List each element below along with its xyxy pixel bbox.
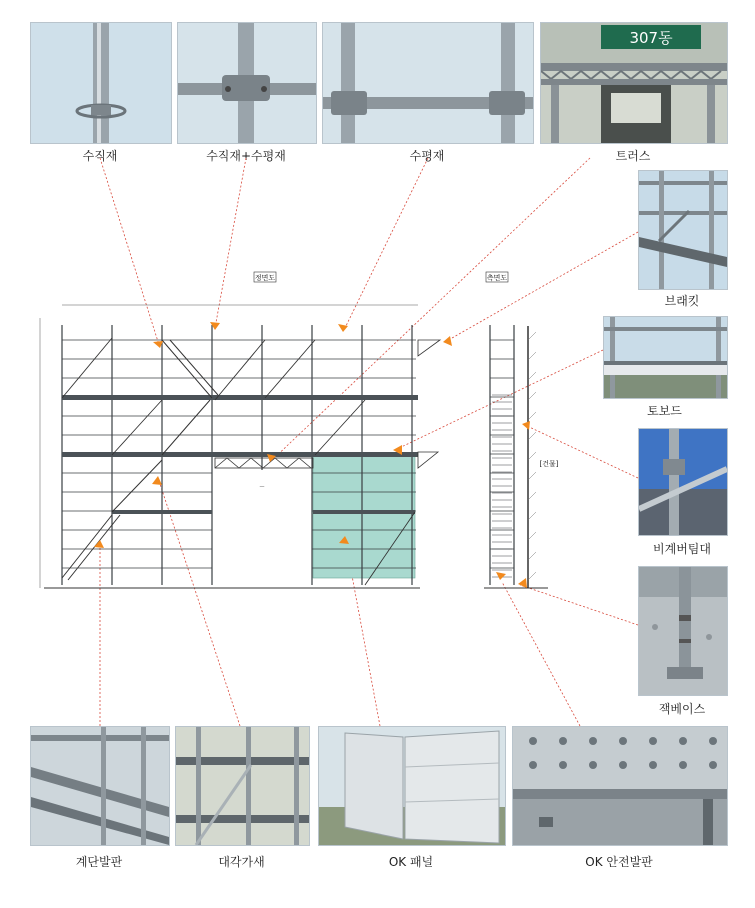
bracket-drawing-mid <box>418 452 438 468</box>
caption-diagonal: 대각가새 <box>218 855 265 869</box>
arrow-bracket <box>443 336 452 346</box>
leader-lines <box>100 158 638 726</box>
stair-run-mid <box>162 400 210 455</box>
platform-level-3 <box>62 452 418 457</box>
front-view-title: 정면도 <box>254 274 276 282</box>
caption-jackbase: 잭베이스 <box>658 702 706 716</box>
stair-rail <box>170 340 218 395</box>
stair-run-bottom <box>62 515 112 578</box>
truss-beam <box>215 458 313 468</box>
caption-horizontal: 수평재 <box>409 149 445 163</box>
building-label: [건물] <box>539 460 559 468</box>
arrow-horizontal <box>338 324 348 332</box>
platform-level-2 <box>62 395 418 400</box>
building-hatch <box>528 332 536 580</box>
arrow-jackbase <box>518 578 527 588</box>
side-scaffold-grid <box>490 325 514 585</box>
diagonal-brace <box>265 340 315 398</box>
caption-toeboard: 토보드 <box>647 404 682 418</box>
side-view-title: 측면도 <box>486 274 508 282</box>
diagonal-brace <box>315 400 365 455</box>
diagonal-brace <box>112 400 162 455</box>
caption-platform: OK 안전발판 <box>585 855 653 869</box>
stair-run-upper <box>162 340 212 398</box>
arrow-stair <box>94 540 104 548</box>
bracket-drawing <box>418 340 440 356</box>
truss-sign-text: 307동 <box>629 29 673 47</box>
platform-level-4-right <box>313 510 415 514</box>
arrow-platform <box>496 572 506 580</box>
caption-ledger: 비계버팀대 <box>653 542 711 556</box>
arrow-ledger <box>522 421 530 430</box>
caption-panel: OK 패널 <box>388 855 434 869</box>
caption-bracket: 브래킷 <box>664 294 700 308</box>
caption-vertical-horizontal: 수직재+수평재 <box>206 149 286 163</box>
caption-vertical: 수직재 <box>82 149 118 163</box>
stair-runs <box>62 340 218 580</box>
caption-truss: 트러스 <box>615 149 651 163</box>
diagonal-brace <box>215 340 265 400</box>
arrow-diagonal <box>152 476 162 485</box>
ok-panel-area <box>313 456 415 578</box>
diagonal-brace <box>62 338 112 398</box>
svg-text:—: — <box>259 484 265 490</box>
stair-run-lower <box>112 460 162 512</box>
caption-stair: 계단발판 <box>75 855 123 869</box>
platform-level-4-left <box>112 510 212 514</box>
